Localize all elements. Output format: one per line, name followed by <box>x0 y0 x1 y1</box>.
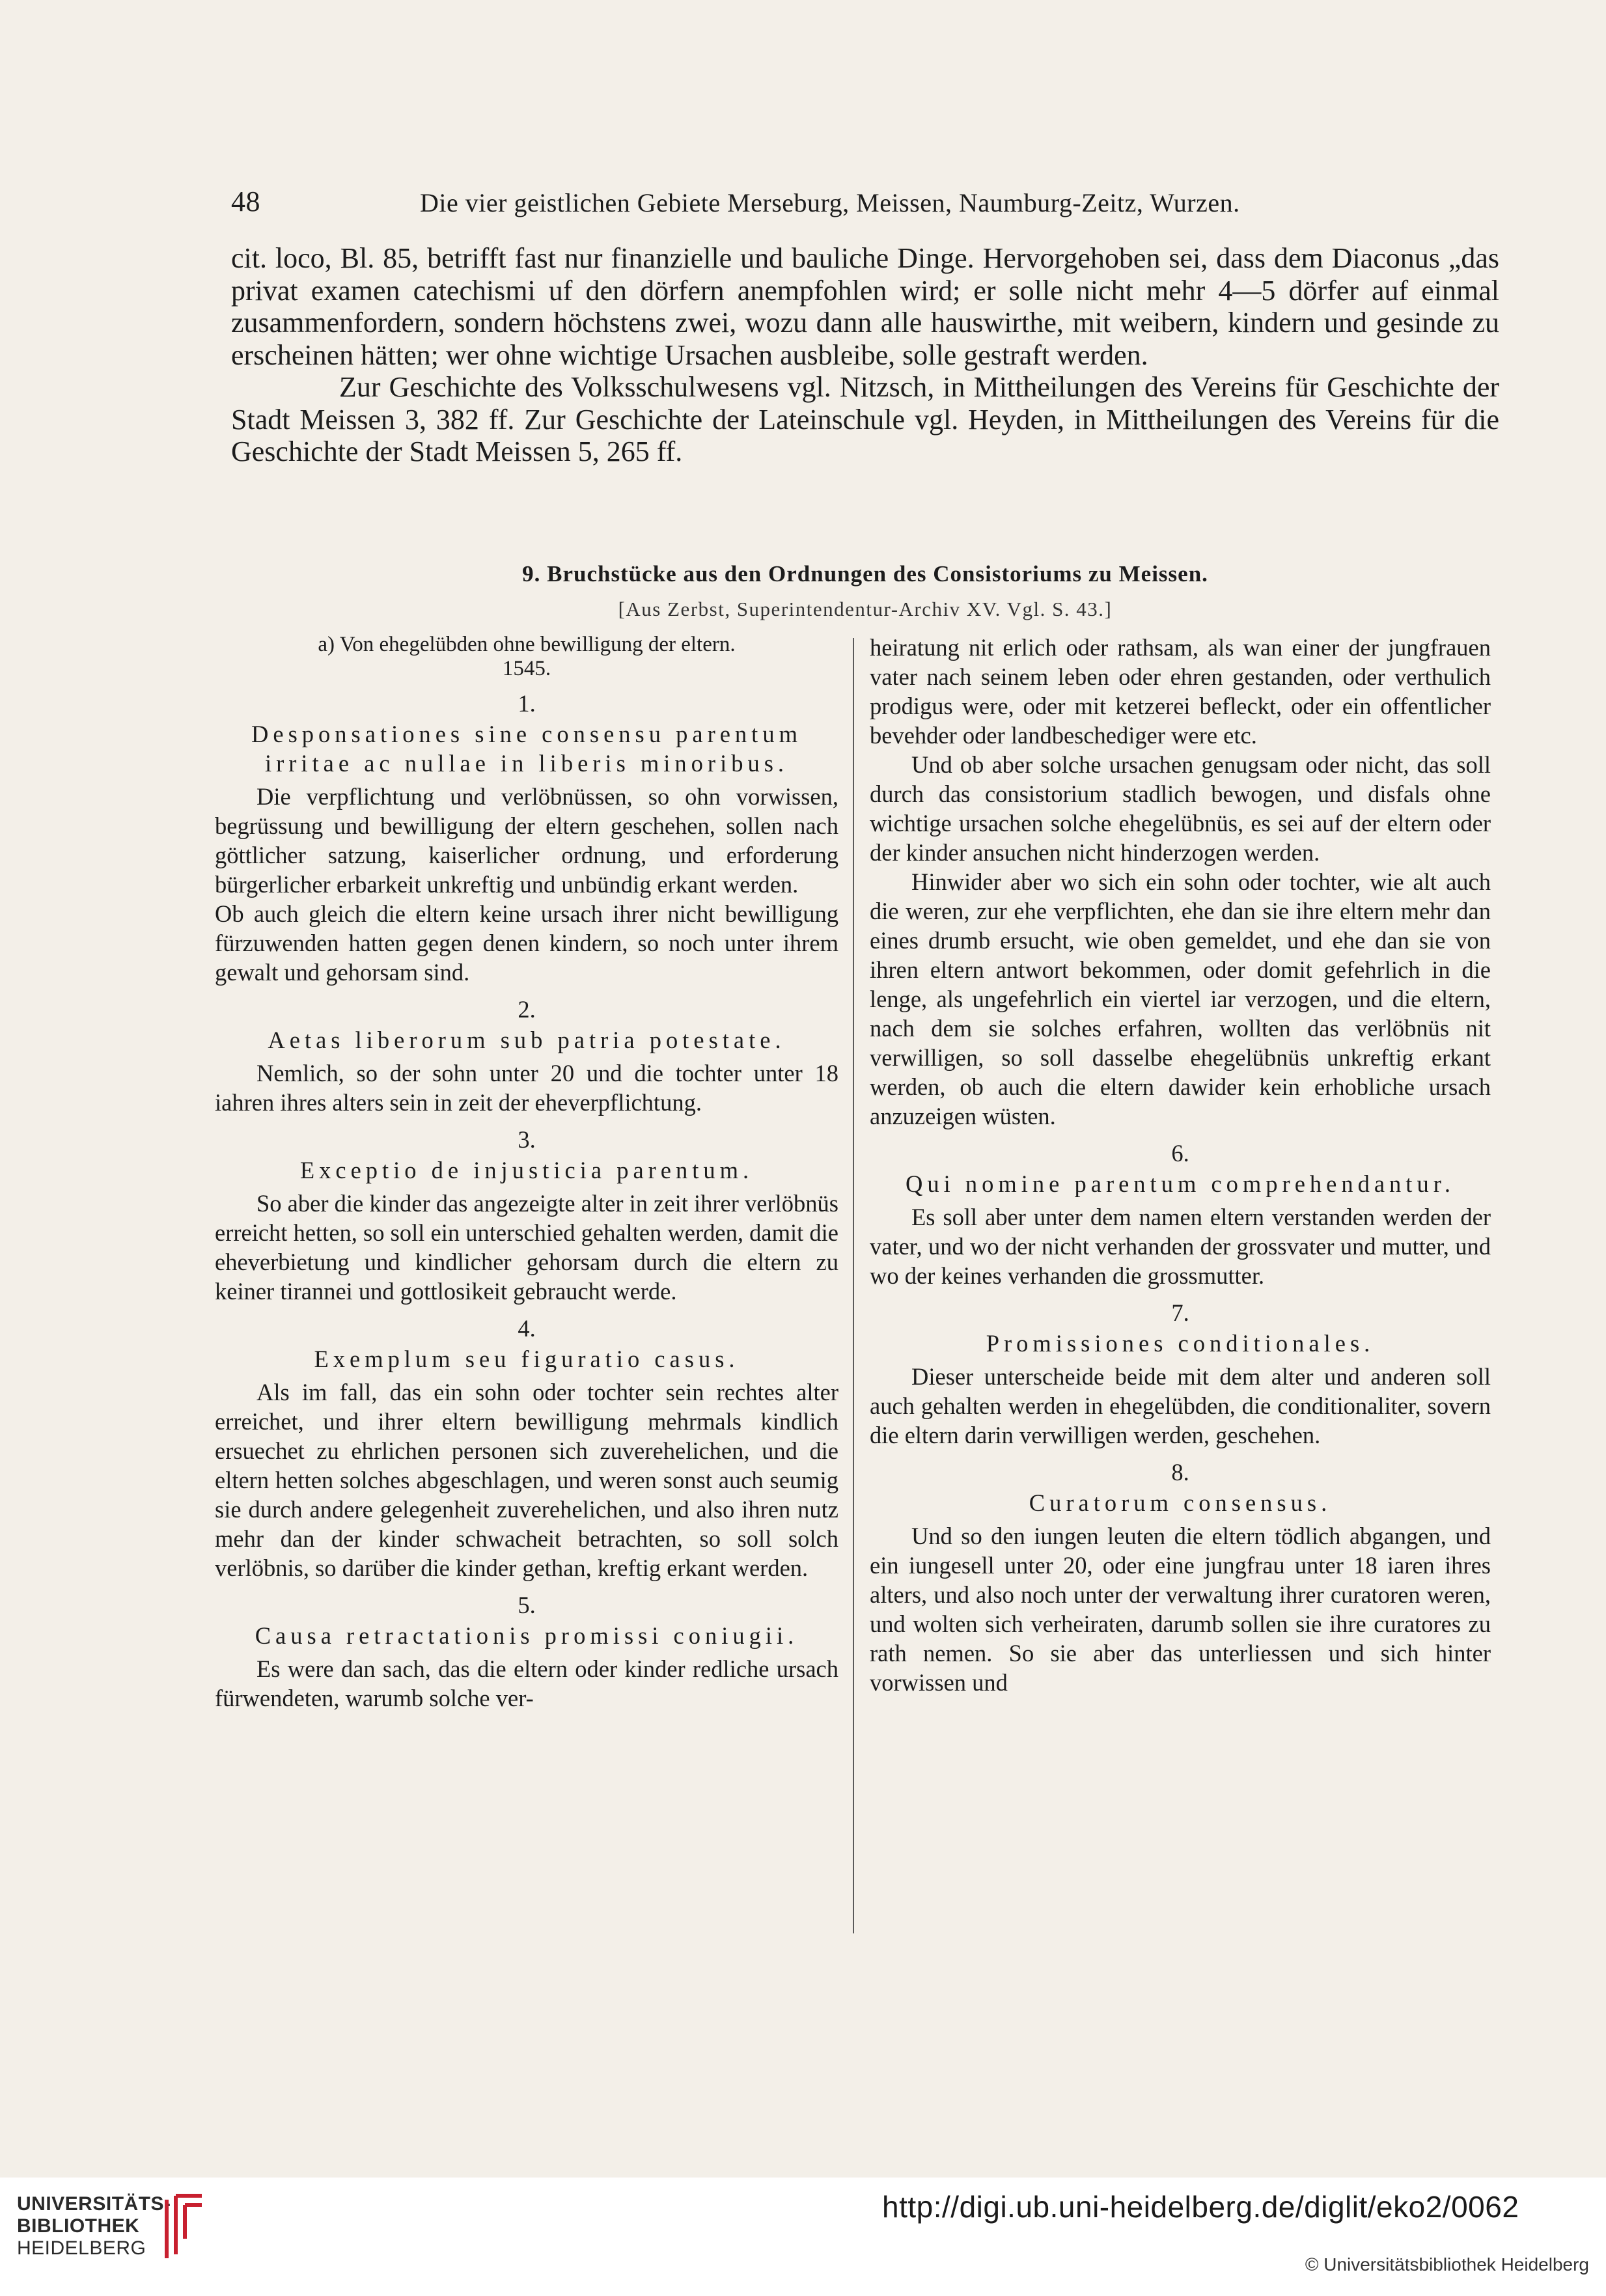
library-logo-text <box>17 2193 171 2260</box>
article-text: Es were dan sach, das die eltern oder kinder redliche ursach fürwendeten, warumb solche ver- <box>215 1655 838 1711</box>
article-number: 6. <box>1171 1140 1189 1167</box>
article-text: So aber die kinder das angezeigte alter in zeit ihrer verlöbnüs erreicht hetten, so soll ein unterschied gehalten werden, damit die eheverbietung und kindlicher gehorsam durch die eltern zu keiner tirannei und gottlosikeit gebraucht werde. <box>215 1190 838 1305</box>
article-text: Als im fall, das ein sohn oder tochter sein rechtes alter erreichet, und ihrer eltern bewilligung mehrmals kindlich ersuechet zu ehrlichen personen sich zuverehelichen, und die eltern hetten solches abgeschlagen, und weren sonst auch seumig sie durch andere gelegenheit zuverehelichen, und also ihren nutz mehr dan der kinder schwacheit betrachten, so soll solch verlöbnis, so darüber die kinder gethan, kreftig erkant werden. <box>215 1379 838 1581</box>
right-column <box>870 633 1491 1697</box>
article-text: heiratung nit erlich oder rathsam, als wan einer der jungfrauen vater nach seinem leben oder ehren gestanden, oder verthulich prodigus were, oder mit ketzerei befleckt, oder ein offentlicher bevehder oder landbeschediger were etc. <box>870 634 1491 749</box>
logo-line: UNIVERSITÄTS- <box>17 2193 171 2215</box>
section-title: 9. Bruchstücke aus den Ordnungen des Consistoriums zu Meissen. <box>522 561 1208 587</box>
intro-text <box>231 242 1499 468</box>
article-number: 4. <box>518 1315 536 1342</box>
intro-paragraph: Zur Geschichte des Volksschulwesens vgl. Nitzsch, in Mittheilungen des Vereins für Geschichte der Stadt Meissen 3, 382 ff. Zur Geschichte der Lateinschule vgl. Heyden, in Mittheilungen des Vereins für die Geschichte der Stadt Meissen 5, 265 ff. <box>231 371 1499 467</box>
article-title: Qui nomine parentum comprehendantur. <box>906 1170 1455 1197</box>
article-number: 2. <box>518 996 536 1023</box>
article-title-line: irritae ac nullae in liberis minoribus. <box>264 750 789 777</box>
article-title: Exemplum seu figuratio casus. <box>314 1346 740 1372</box>
section-source: [Aus Zerbst, Superintendentur-Archiv XV. Vgl. S. 43.] <box>618 598 1113 620</box>
article-text: Es soll aber unter dem namen eltern verstanden werden der vater, und wo der nicht verhanden der grossvater und mutter, und wo der keines verhanden die grossmutter. <box>870 1204 1491 1289</box>
viewer-footer <box>0 2178 1606 2296</box>
article-text: Und ob aber solche ursachen genugsam oder nicht, das soll durch das consistorium stadlich bewogen, und disfals ohne wichtige ursachen solche ehegelübnüs, es sei auf der eltern oder der kinder ansuchen nicht hinderzogen werden. <box>870 751 1491 866</box>
article-number: 5. <box>518 1592 536 1618</box>
page-number: 48 <box>231 186 260 217</box>
article-title-line: Desponsationes sine consensu parentum <box>251 721 802 747</box>
running-title: Die vier geistlichen Gebiete Merseburg, Meissen, Naumburg-Zeitz, Wurzen. <box>420 188 1240 217</box>
logo-line: HEIDELBERG <box>17 2237 146 2259</box>
copyright-notice: © Universitätsbibliothek Heidelberg <box>1305 2254 1589 2275</box>
intro-paragraph: cit. loco, Bl. 85, betrifft fast nur finanzielle und bauliche Dinge. Hervorgehoben sei, dass dem Diaconus „das privat examen catechismi uf den dörfern anempfohlen wird; er solle nicht mehr 4—5 dörfer auf einmal zusammenfordern, sondern höchstens zwei, wozu dann alle hauswirthe, mit weibern, kindern und gesinde zu erscheinen hätten; wer ohne wichtige Ursachen ausbleibe, solle gestraft werden. <box>231 242 1499 371</box>
subsection-year: 1545. <box>502 657 551 680</box>
column-divider <box>853 638 854 1933</box>
subsection-heading-line: a) Von ehegelübden ohne bewilligung der eltern. <box>318 633 736 656</box>
library-logo-icon <box>161 2193 207 2263</box>
article-number: 8. <box>1171 1459 1189 1486</box>
subsection-heading <box>215 633 838 681</box>
article-title: Promissiones conditionales. <box>986 1330 1375 1357</box>
article-text: Die verpflichtung und verlöbnüssen, so ohn vorwissen, begrüssung und bewilligung der eltern geschehen, sollen nach göttlicher satzung, kaiserlicher ordnung, und erforderung bürgerlicher erbarkeit unkreftig und unbündig erkant werden. <box>215 783 838 898</box>
article-text: Hinwider aber wo sich ein sohn oder tochter, wie alt auch die weren, zur ehe verpflichten, ehe dan sie ihre eltern mehr dan eines drumb ersucht, wie oben gemeldet, und ehe dan sie von ihren eltern antwort bekommen, oder domit gefehrlich in die lenge, als ungefehrlich ein viertel iar verzogen, und die eltern, nach dem sie solches erfahren, wollten das verlöbnüs nit verwilligen, so soll dasselbe ehegelübnüs unkreftig erkant werden, ob auch die eltern dawider kein erhobliche ursach anzuzeigen wüsten. <box>870 868 1491 1129</box>
article-text: Dieser unterscheide beide mit dem alter und anderen soll auch gehalten werden in ehegelübden, die conditionaliter, sovern die eltern darin verwilligen werden, geschehen. <box>870 1363 1491 1448</box>
article-title: Aetas liberorum sub patria potestate. <box>268 1027 786 1053</box>
article-number: 7. <box>1171 1299 1189 1326</box>
article-text: Ob auch gleich die eltern keine ursach ihrer nicht bewilligung fürzuwenden hatten gegen denen kindern, so noch unter ihrem gewalt und gehorsam sind. <box>215 900 838 986</box>
article-title <box>215 719 838 778</box>
article-number: 1. <box>518 690 536 717</box>
article-title: Exceptio de injusticia parentum. <box>299 1157 754 1183</box>
left-column <box>215 633 838 1713</box>
article-text: Nemlich, so der sohn unter 20 und die tochter unter 18 iahren ihres alters sein in zeit der eheverpflichtung. <box>215 1060 838 1116</box>
article-title: Causa retractationis promissi coniugii. <box>255 1622 799 1649</box>
article-text: Und so den iungen leuten die eltern tödlich abgangen, und ein iungesell unter 20, oder eine jungfrau unter 18 iaren ihres alters, und also noch unter der verwaltung ihrer curatoren weren, und wolten sich verheiraten, darumb sollen sie ihre curatores zu rath nemen. So sie aber das unterliessen und sich hinter vorwissen und <box>870 1523 1491 1696</box>
permalink-url[interactable]: http://digi.ub.uni-heidelberg.de/diglit/eko2/0062 <box>882 2190 1519 2224</box>
article-title: Curatorum consensus. <box>1029 1489 1332 1516</box>
article-number: 3. <box>518 1126 536 1153</box>
logo-line: BIBLIOTHEK <box>17 2215 140 2237</box>
